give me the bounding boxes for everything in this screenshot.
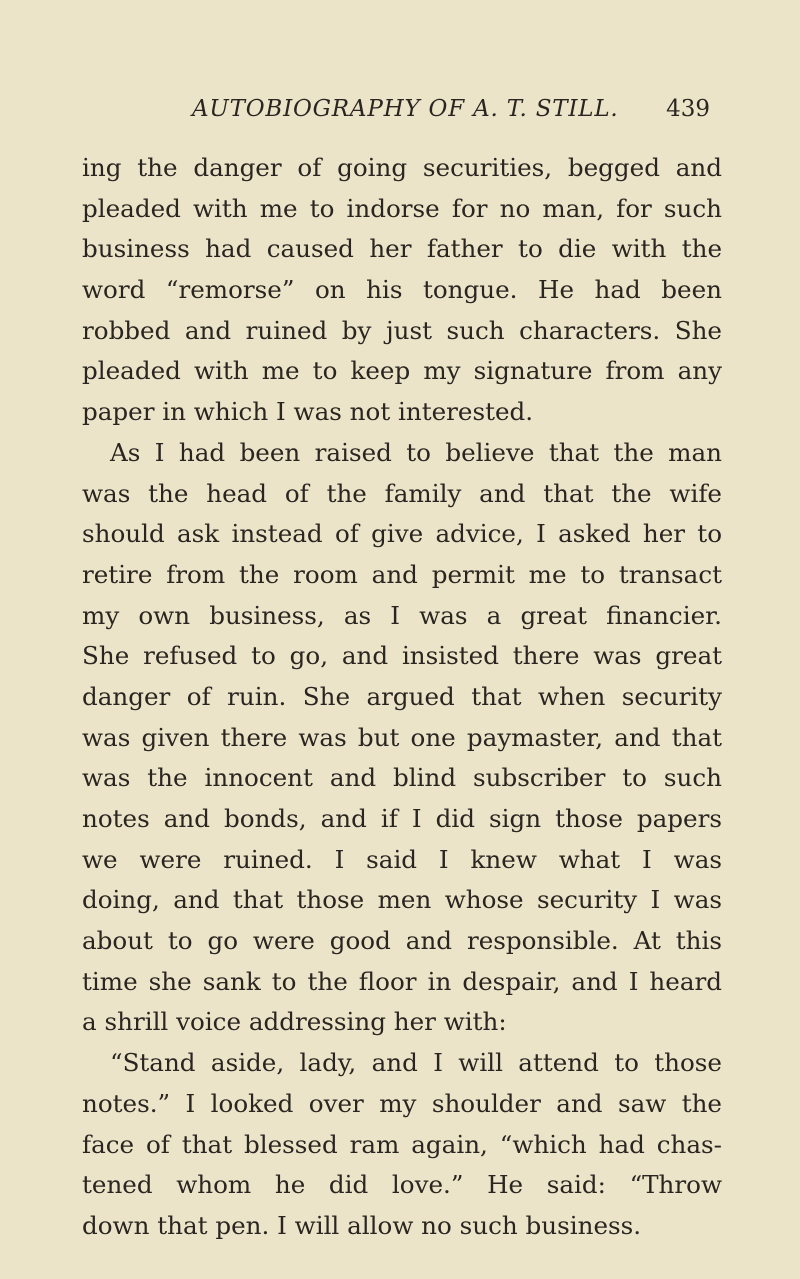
text-line: was the head of the family and that the wife	[82, 478, 722, 508]
text-line: should ask instead of give advice, I asked her to	[82, 519, 722, 549]
text-line: ing the danger of going securities, begged and	[82, 153, 722, 182]
text-line: She refused to go, and insisted there was great	[82, 641, 722, 671]
text-line: notes and bonds, and if I did sign those papers	[82, 804, 722, 833]
paragraph-start-line: As I had been raised to believe that the man	[110, 437, 722, 467]
text-line: was given there was but one paymaster, and that	[82, 722, 722, 752]
text-line: about to go were good and responsible. At this	[82, 926, 722, 956]
text-line: robbed and ruined by just such characters. She	[82, 315, 722, 345]
text-line: business had caused her father to die with the	[82, 234, 722, 264]
text-line: tened whom he did love.” He said: “Throw	[82, 1170, 722, 1200]
text-line: pleaded with me to indorse for no man, for such	[82, 193, 722, 223]
text-line: time she sank to the floor in despair, and I heard	[82, 966, 722, 996]
text-line: down that pen. I will allow no such business.	[82, 1210, 642, 1240]
text-line: face of that blessed ram again, “which had chas-	[82, 1129, 722, 1159]
paragraph-start-line: “Stand aside, lady, and I will attend to those	[110, 1048, 722, 1078]
text-line: we were ruined. I said I knew what I was	[82, 844, 722, 874]
page-number: 439	[666, 96, 710, 122]
text-line: danger of ruin. She argued that when security	[82, 681, 722, 711]
text-line: retire from the room and permit me to transact	[82, 559, 722, 589]
text-line: my own business, as I was a great financier.	[82, 600, 722, 630]
text-line: doing, and that those men whose security I was	[82, 885, 722, 915]
text-line: notes.” I looked over my shoulder and saw the	[82, 1088, 722, 1118]
text-line: a shrill voice addressing her with:	[82, 1007, 507, 1037]
text-line: word “remorse” on his tongue. He had been	[82, 275, 722, 305]
text-line: paper in which I was not interested.	[82, 397, 534, 427]
text-line: was the innocent and blind subscriber to such	[82, 763, 722, 793]
running-header	[150, 96, 710, 128]
text-line: pleaded with me to keep my signature from any	[82, 356, 722, 386]
running-title: AUTOBIOGRAPHY OF A. T. STILL.	[192, 96, 619, 122]
body-text	[82, 148, 722, 1247]
